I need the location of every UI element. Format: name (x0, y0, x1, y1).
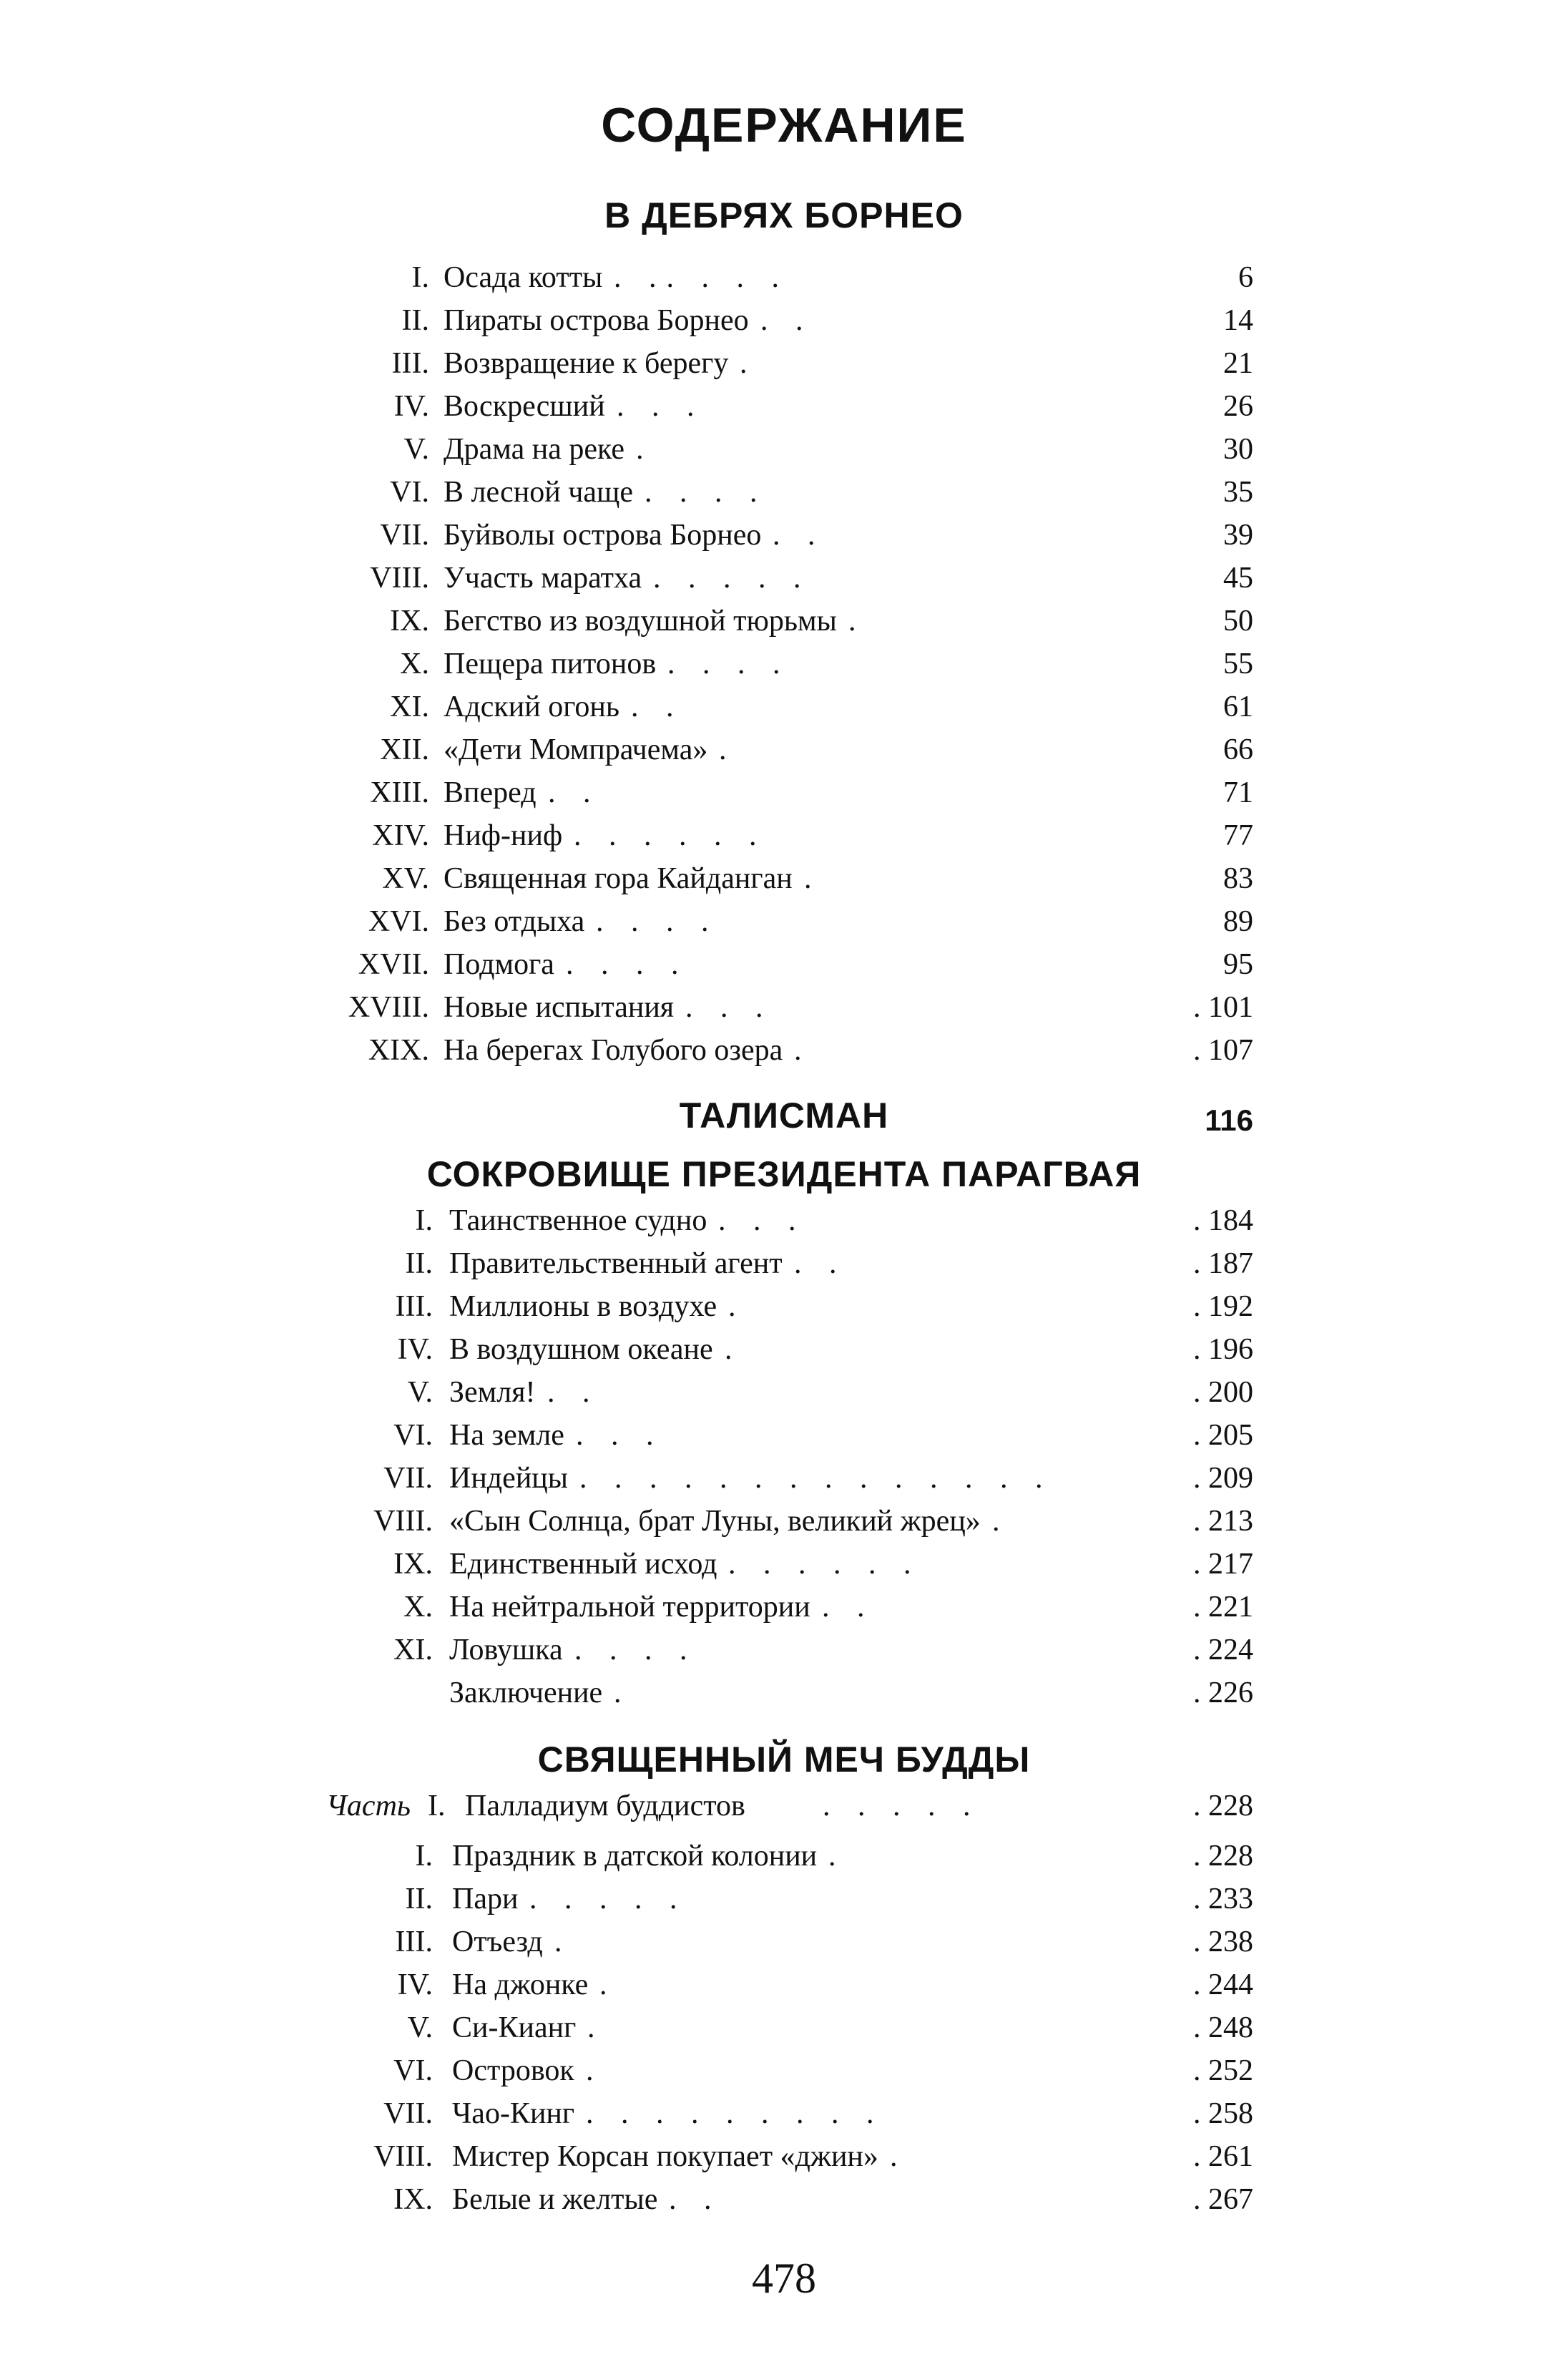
entry-title: «Сын Солнца, брат Луны, великий жрец» (449, 1505, 981, 1538)
talisman-page: 116 (1205, 1103, 1253, 1137)
entry-title: Буйволы острова Борнео (444, 519, 762, 552)
entry-number: XIV. (372, 819, 429, 852)
entry-leader-dots: . . (760, 304, 813, 337)
entry-title: Островок (452, 2054, 574, 2087)
entry-number: XIX. (368, 1034, 429, 1067)
entry-title: Драма на реке (444, 433, 624, 466)
toc-entry (0, 2137, 1568, 2177)
entry-title: На земле (449, 1419, 564, 1452)
toc-entry (0, 472, 1568, 512)
entry-page: 89 (1223, 905, 1253, 938)
entry-leader-dots: . . . . . (653, 562, 811, 595)
toc-entry (0, 1922, 1568, 1962)
entry-title: Земля! (449, 1376, 536, 1409)
entry-page: 6 (1238, 261, 1253, 294)
toc-entry (0, 987, 1568, 1028)
part-dots: . . . . . (823, 1790, 981, 1822)
entry-title: На нейтральной территории (449, 1591, 810, 1624)
entry-title: Миллионы в воздухе (449, 1290, 717, 1323)
entry-title: Воскресший (444, 390, 605, 423)
toc-entry (0, 258, 1568, 298)
entry-title: Осада котты (444, 261, 603, 294)
entry-leader-dots: . (586, 2054, 604, 2087)
toc-entry (0, 2094, 1568, 2134)
toc-entry (0, 343, 1568, 384)
entry-number: X. (400, 648, 429, 680)
section-heading-talisman: ТАЛИСМАН (679, 1095, 889, 1136)
entry-number: III. (395, 1290, 433, 1323)
entry-number: VII. (380, 519, 429, 552)
entry-number: XI. (390, 690, 429, 723)
entry-leader-dots: . . . . . . (574, 819, 767, 852)
entry-leader-dots: . (636, 433, 654, 466)
entry-number: XI. (393, 1634, 433, 1666)
toc-entry (0, 558, 1568, 598)
entry-title: Чао-Кинг (452, 2097, 575, 2130)
entry-page: 77 (1223, 819, 1253, 852)
entry-number: II. (405, 1247, 433, 1280)
toc-entry (0, 515, 1568, 555)
entry-number: V. (407, 1376, 433, 1409)
section-heading-buddha: СВЯЩЕННЫЙ МЕЧ БУДДЫ (537, 1739, 1031, 1780)
entry-leader-dots: . . . . . . (728, 1548, 921, 1581)
toc-entry (0, 1836, 1568, 1876)
part-label: Часть (326, 1790, 411, 1822)
entry-number: X. (403, 1591, 433, 1624)
toc-entry (0, 1030, 1568, 1070)
entry-page: 50 (1223, 605, 1253, 638)
entry-number: I. (415, 1840, 433, 1873)
entry-page: 30 (1223, 433, 1253, 466)
toc-entry (0, 1372, 1568, 1412)
entry-leader-dots: . . . . (566, 948, 689, 981)
entry-leader-dots: . (728, 1290, 746, 1323)
entry-leader-dots: . (719, 733, 737, 766)
entry-leader-dots: . (848, 605, 866, 638)
entry-title: Праздник в датской колонии (452, 1840, 818, 1873)
entry-title: Единственный исход (449, 1548, 717, 1581)
entry-number: VI. (393, 2054, 433, 2087)
entry-page: . 209 (1193, 1462, 1253, 1495)
entry-title: Таинственное судно (449, 1204, 707, 1237)
entry-leader-dots: . (614, 1676, 632, 1709)
entry-number: IX. (393, 1548, 433, 1581)
entry-page: 26 (1223, 390, 1253, 423)
entry-page: . 184 (1193, 1204, 1253, 1237)
entry-number: III. (395, 1925, 433, 1958)
entry-page: 83 (1223, 862, 1253, 895)
entry-page: 61 (1223, 690, 1253, 723)
section-heading-paraguay: СОКРОВИЩЕ ПРЕЗИДЕНТА ПАРАГВАЯ (426, 1154, 1142, 1194)
entry-page: . 205 (1193, 1419, 1253, 1452)
toc-entry (0, 902, 1568, 942)
section-heading-borneo: В ДЕБРЯХ БОРНЕО (604, 195, 964, 235)
entry-leader-dots: . . . (685, 991, 773, 1024)
entry-leader-dots: . . . (718, 1204, 806, 1237)
entry-leader-dots: . . . (576, 1419, 664, 1452)
entry-page: . 258 (1193, 2097, 1253, 2130)
toc-entry (0, 1201, 1568, 1241)
part-num: I. (428, 1790, 446, 1822)
part-page: . 228 (1193, 1790, 1253, 1822)
toc-entry (0, 601, 1568, 641)
entry-page: . 267 (1193, 2183, 1253, 2216)
entry-title: Заключение (449, 1676, 603, 1709)
toc-entry (0, 1287, 1568, 1327)
entry-number: XIII. (370, 776, 429, 809)
entry-leader-dots: . (794, 1034, 812, 1067)
entry-title: Ловушка (449, 1634, 563, 1666)
entry-title: Белые и желтые (452, 2183, 658, 2216)
entry-leader-dots: . (804, 862, 822, 895)
entry-leader-dots: . . . . (667, 648, 790, 680)
entry-leader-dots: . . (822, 1591, 875, 1624)
entry-page: 55 (1223, 648, 1253, 680)
entry-title: Без отдыха (444, 905, 585, 938)
entry-leader-dots: . . (548, 776, 601, 809)
entry-number: I. (411, 261, 429, 294)
entry-leader-dots: . (554, 1925, 572, 1958)
entry-number: VIII. (373, 2140, 433, 2173)
entry-page: . 221 (1193, 1591, 1253, 1624)
entry-number: II. (405, 1883, 433, 1915)
entry-title: Пещера питонов (444, 648, 657, 680)
entry-number: IX. (393, 2183, 433, 2216)
entry-title: В лесной чаще (444, 476, 634, 509)
toc-entry (0, 644, 1568, 684)
toc-entry (0, 687, 1568, 727)
entry-page: 71 (1223, 776, 1253, 809)
entry-page: . 248 (1193, 2011, 1253, 2044)
entry-number: IV. (397, 1968, 433, 2001)
toc-entry (0, 1587, 1568, 1627)
entry-title: Си-Кианг (452, 2011, 577, 2044)
toc-entry (0, 816, 1568, 856)
toc-entry (0, 1879, 1568, 1919)
toc-entry (0, 2008, 1568, 2048)
entry-title: Правительственный агент (449, 1247, 783, 1280)
toc-entry (0, 859, 1568, 899)
entry-page: . 228 (1193, 1840, 1253, 1873)
toc-entry (0, 1458, 1568, 1498)
toc-entry (0, 1630, 1568, 1670)
entry-title: Ниф-ниф (444, 819, 563, 852)
entry-number: XV. (382, 862, 429, 895)
entry-number: XII. (380, 733, 429, 766)
toc-entry (0, 1501, 1568, 1541)
entry-title: Индейцы (449, 1462, 568, 1495)
entry-title: Отъезд (452, 1925, 543, 1958)
entry-leader-dots: . . . . (596, 905, 719, 938)
entry-number: V. (403, 433, 429, 466)
entry-title: На берегах Голубого озера (444, 1034, 783, 1067)
toc-entry (0, 773, 1568, 813)
entry-title: Новые испытания (444, 991, 675, 1024)
entry-title: На джонке (452, 1968, 589, 2001)
entry-title: Подмога (444, 948, 554, 981)
entry-number: VIII. (373, 1505, 433, 1538)
toc-entry (0, 1415, 1568, 1455)
page-title: СОДЕРЖАНИЕ (601, 98, 967, 152)
toc-entry (0, 945, 1568, 985)
entry-title: Пираты острова Борнео (444, 304, 749, 337)
entry-page: . 233 (1193, 1883, 1253, 1915)
entry-leader-dots: . .. . . . (614, 261, 789, 294)
entry-number: VI. (393, 1419, 433, 1452)
entry-title: Пари (452, 1883, 519, 1915)
entry-leader-dots: . . . . (645, 476, 768, 509)
entry-title: Священная гора Кайданган (444, 862, 793, 895)
entry-page: . 261 (1193, 2140, 1253, 2173)
entry-title: Мистер Корсан покупает «джин» (452, 2140, 878, 2173)
toc-entry (0, 2180, 1568, 2220)
entry-leader-dots: . . (547, 1376, 600, 1409)
toc-entry (0, 386, 1568, 426)
entry-leader-dots: . . . . . . . . . . . . . . (579, 1462, 1053, 1495)
entry-leader-dots: . (740, 347, 758, 380)
entry-number: III. (391, 347, 429, 380)
entry-leader-dots: . . (773, 519, 825, 552)
entry-leader-dots: . . . (617, 390, 705, 423)
entry-number: VII. (383, 2097, 433, 2130)
entry-number: I. (415, 1204, 433, 1237)
entry-page: . 200 (1193, 1376, 1253, 1409)
entry-page: . 196 (1193, 1333, 1253, 1366)
entry-leader-dots: . . . . . . . . . (586, 2097, 884, 2130)
entry-leader-dots: . . (794, 1247, 847, 1280)
toc-entry (0, 301, 1568, 341)
entry-number: IX. (390, 605, 429, 638)
entry-number: VII. (383, 1462, 433, 1495)
entry-number: XVIII. (348, 991, 429, 1024)
entry-page: . 226 (1193, 1676, 1253, 1709)
entry-number: VI. (390, 476, 429, 509)
entry-leader-dots: . . (631, 690, 684, 723)
part-title: Палладиум буддистов (465, 1790, 745, 1822)
entry-page: 14 (1223, 304, 1253, 337)
entry-leader-dots: . . . . . (529, 1883, 687, 1915)
entry-title: Адский огонь (444, 690, 620, 723)
entry-leader-dots: . (725, 1333, 743, 1366)
entry-page: 35 (1223, 476, 1253, 509)
toc-entry (0, 1965, 1568, 2005)
toc-entry (0, 2051, 1568, 2091)
entry-number: XVI. (368, 905, 429, 938)
entry-page: 39 (1223, 519, 1253, 552)
toc-entry (0, 1244, 1568, 1284)
entry-leader-dots: . (890, 2140, 908, 2173)
entry-page: . 217 (1193, 1548, 1253, 1581)
entry-title: Возвращение к берегу (444, 347, 729, 380)
entry-number: XVII. (358, 948, 429, 981)
entry-number: V. (407, 2011, 433, 2044)
entry-number: IV. (397, 1333, 433, 1366)
toc-entry (0, 1673, 1568, 1713)
entry-leader-dots: . (992, 1505, 1010, 1538)
page-number: 478 (752, 2255, 816, 2302)
entry-leader-dots: . (828, 1840, 846, 1873)
entry-leader-dots: . . (669, 2183, 722, 2216)
toc-entry (0, 730, 1568, 770)
entry-page: . 238 (1193, 1925, 1253, 1958)
entry-title: «Дети Момпрачема» (444, 733, 708, 766)
entry-number: IV. (393, 390, 429, 423)
entry-page: 21 (1223, 347, 1253, 380)
entry-title: Вперед (444, 776, 536, 809)
entry-number: II. (401, 304, 429, 337)
entry-page: . 252 (1193, 2054, 1253, 2087)
entry-page: . 213 (1193, 1505, 1253, 1538)
entry-title: Участь маратха (444, 562, 642, 595)
entry-title: В воздушном океане (449, 1333, 713, 1366)
toc-entry (0, 1544, 1568, 1584)
entry-leader-dots: . . . . (574, 1634, 697, 1666)
entry-leader-dots: . (587, 2011, 605, 2044)
entry-page: . 224 (1193, 1634, 1253, 1666)
toc-entry (0, 429, 1568, 469)
entry-page: 95 (1223, 948, 1253, 981)
part-entry (0, 1786, 1568, 1826)
entry-page: 66 (1223, 733, 1253, 766)
entry-page: 45 (1223, 562, 1253, 595)
entry-page: . 187 (1193, 1247, 1253, 1280)
entry-title: Бегство из воздушной тюрьмы (444, 605, 837, 638)
entry-number: VIII. (370, 562, 429, 595)
entry-leader-dots: . (599, 1968, 617, 2001)
entry-page: . 244 (1193, 1968, 1253, 2001)
entry-page: . 192 (1193, 1290, 1253, 1323)
entry-page: . 107 (1193, 1034, 1253, 1067)
toc-entry (0, 1329, 1568, 1370)
entry-page: . 101 (1193, 991, 1253, 1024)
